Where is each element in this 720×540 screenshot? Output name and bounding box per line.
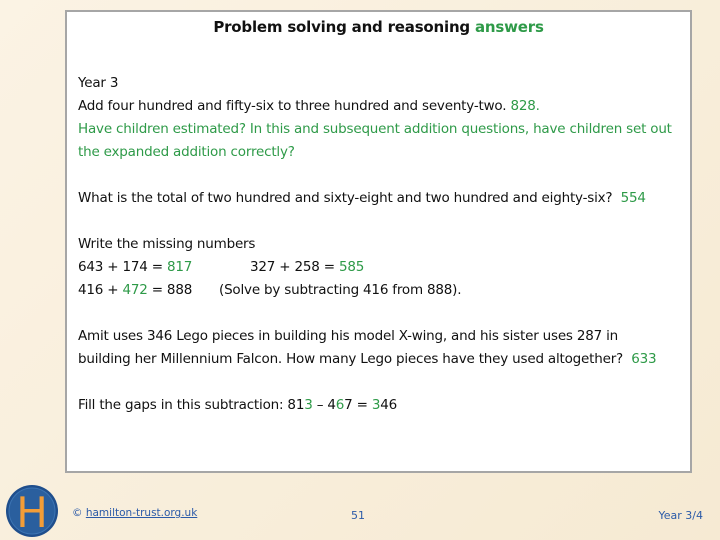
question-4-line-2: building her Millennium Falcon. How many Lego pieces have they used altogether?	[78, 351, 624, 367]
question-4-line-1: Amit uses 346 Lego pieces in building his model X-wing, and his sister uses 287 in	[78, 328, 619, 344]
question-3-row-1	[78, 256, 686, 279]
question-4-answer: 633	[631, 351, 657, 367]
missing-c-answer: 472	[122, 282, 148, 298]
answer-slide	[65, 10, 692, 473]
year-heading: Year 3	[78, 75, 119, 91]
missing-a-answer: 817	[166, 259, 193, 275]
question-1-text: Add four hundred and fifty-six to three hundred and seventy-two.	[78, 98, 507, 114]
logo-letter: H	[16, 488, 48, 537]
missing-b: 327 + 258 = 585	[250, 259, 365, 275]
question-2-text: What is the total of two hundred and sixty-eight and two hundred and eighty-six?	[78, 190, 613, 206]
page-title	[67, 18, 690, 36]
site-link[interactable]: hamilton-trust.org.uk	[85, 507, 198, 519]
question-4	[78, 325, 686, 371]
question-2	[78, 187, 686, 210]
hamilton-logo-icon	[4, 482, 60, 540]
missing-a: 643 + 174 = 817	[78, 259, 193, 275]
question-1-note: Have children estimated? In this and subsequent addition questions, have children set out the expanded addition correctly?	[78, 121, 672, 160]
copyright-symbol: ©	[72, 507, 83, 519]
question-3-heading: Write the missing numbers	[78, 236, 256, 252]
answers-content	[78, 72, 686, 417]
gap-1-answer: 3	[304, 397, 313, 413]
page-number: 51	[351, 509, 365, 522]
question-1	[78, 95, 686, 118]
missing-c: 416 + 472 = 888	[78, 282, 193, 298]
question-3-row-2	[78, 279, 686, 302]
year-label: Year 3/4	[658, 509, 703, 522]
question-2-answer: 554	[620, 190, 646, 206]
missing-c-note: (Solve by subtracting 416 from 888).	[219, 282, 462, 298]
gap-3-answer: 3	[371, 397, 381, 413]
gap-2-answer: 6	[335, 397, 345, 413]
title-accent: answers	[475, 18, 544, 36]
missing-b-answer: 585	[338, 259, 365, 275]
question-5: Fill the gaps in this subtraction: 813 – 467 = 346	[78, 397, 397, 413]
title-main: Problem solving and reasoning	[213, 18, 470, 36]
footer-copyright	[72, 507, 197, 519]
question-1-answer: 828.	[510, 98, 540, 114]
